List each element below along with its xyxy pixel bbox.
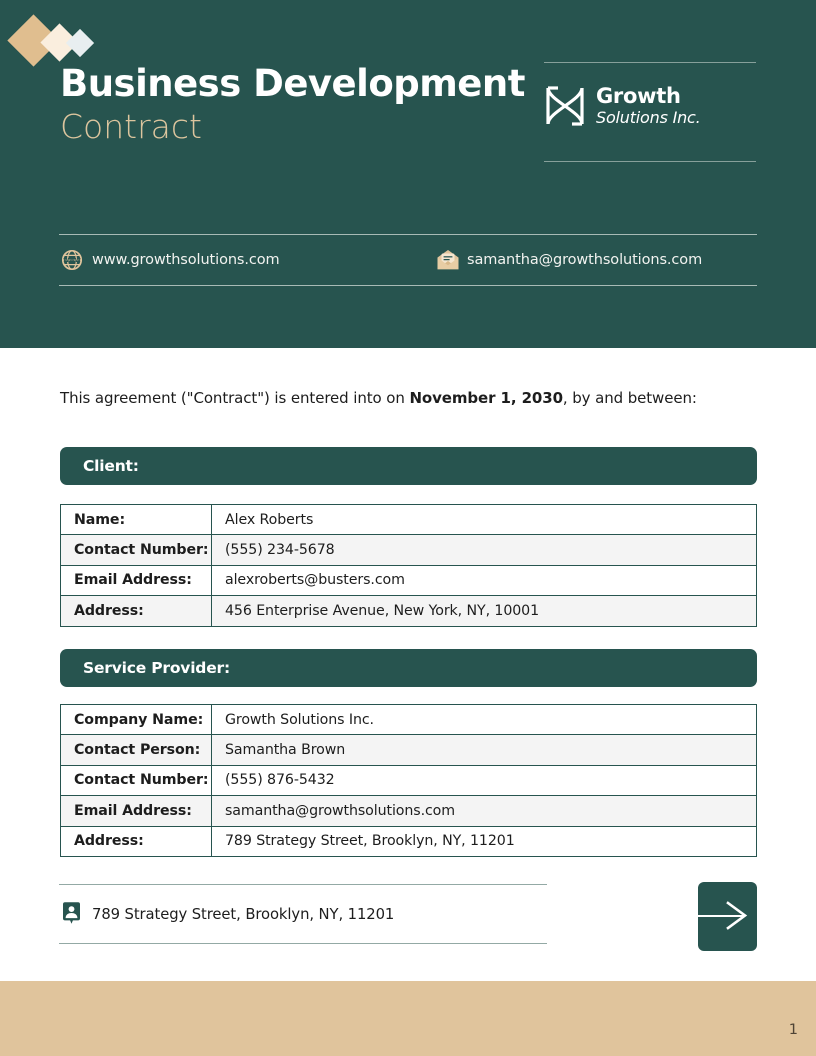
growth-monogram-icon — [544, 84, 586, 128]
row-value: samantha@growthsolutions.com — [212, 796, 757, 826]
contact-item-email[interactable] — [436, 249, 702, 271]
location-person-pin-icon — [62, 902, 81, 926]
row-value: Growth Solutions Inc. — [212, 705, 757, 735]
globe-www-icon — [61, 249, 83, 271]
title-main: Business Development — [60, 62, 525, 105]
arrow-right-icon — [725, 901, 749, 930]
brand-rule-bottom — [544, 161, 756, 162]
contact-item-website[interactable] — [61, 249, 436, 271]
section-header-service-provider-label: Service Provider: — [83, 659, 230, 677]
table-row — [61, 796, 757, 826]
svg-text:WWW: WWW — [63, 258, 81, 265]
row-key: Contact Number: — [61, 765, 212, 795]
footer-address-block — [59, 884, 547, 944]
table-row — [61, 735, 757, 765]
footer-address-text: 789 Strategy Street, Brooklyn, NY, 11201 — [92, 905, 395, 923]
header-contact-bar — [59, 234, 757, 286]
row-key: Email Address: — [61, 565, 212, 595]
diamond-logo-icon — [13, 15, 103, 67]
contact-email-text: samantha@growthsolutions.com — [467, 252, 703, 268]
intro-paragraph — [60, 389, 697, 407]
envelope-message-icon — [436, 249, 458, 271]
brand-block — [544, 62, 756, 162]
document-header — [0, 0, 816, 348]
bottom-band — [0, 981, 816, 1056]
row-key: Name: — [61, 505, 212, 535]
brand-name: Growth — [596, 84, 681, 108]
page-number: 1 — [788, 1022, 798, 1038]
row-key: Email Address: — [61, 796, 212, 826]
row-value: (555) 876-5432 — [212, 765, 757, 795]
section-header-client — [60, 447, 757, 485]
row-key: Contact Person: — [61, 735, 212, 765]
title-subtitle: Contract — [60, 107, 202, 146]
row-key: Address: — [61, 596, 212, 626]
contact-website-text: www.growthsolutions.com — [92, 252, 280, 268]
table-row — [61, 765, 757, 795]
brand-rule-top — [544, 62, 756, 63]
row-value: Alex Roberts — [212, 505, 757, 535]
row-key: Contact Number: — [61, 535, 212, 565]
table-row — [61, 565, 757, 595]
table-row — [61, 505, 757, 535]
section-header-service-provider — [60, 649, 757, 687]
row-value: 456 Enterprise Avenue, New York, NY, 10001 — [212, 596, 757, 626]
table-row — [61, 596, 757, 626]
page-title — [60, 62, 525, 148]
brand-tagline: Solutions Inc. — [596, 108, 701, 127]
intro-date: November 1, 2030 — [409, 389, 563, 407]
intro-before: This agreement ("Contract") is entered into on — [60, 389, 410, 407]
row-value: 789 Strategy Street, Brooklyn, NY, 11201 — [212, 826, 757, 856]
intro-after: , by and between: — [562, 389, 697, 407]
row-value: (555) 234-5678 — [212, 535, 757, 565]
table-row — [61, 705, 757, 735]
table-row — [61, 535, 757, 565]
section-header-client-label: Client: — [83, 457, 139, 475]
client-info-table — [60, 504, 757, 627]
service-provider-info-table — [60, 704, 757, 857]
row-value: alexroberts@busters.com — [212, 565, 757, 595]
row-key: Address: — [61, 826, 212, 856]
row-key: Company Name: — [61, 705, 212, 735]
table-row — [61, 826, 757, 856]
row-value: Samantha Brown — [212, 735, 757, 765]
